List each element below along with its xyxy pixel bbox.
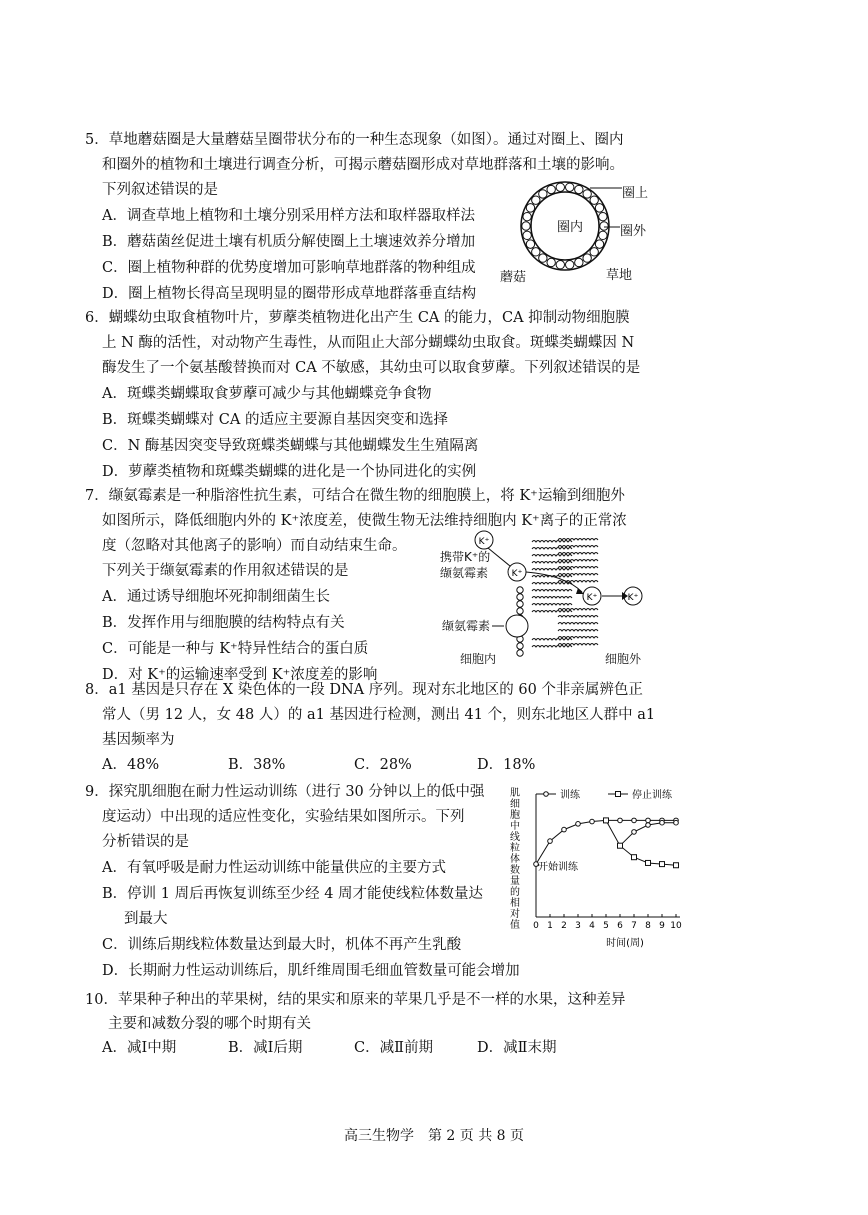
chart-x-tick-label: 10 xyxy=(670,921,682,931)
q9-option-c: C．训练后期线粒体数量达到最大时，机体不再产生乳酸 xyxy=(102,937,462,953)
q7-stem-line-4: 下列关于缬氨霉素的作用叙述错误的是 xyxy=(102,563,349,579)
mushroom-dot xyxy=(583,254,591,262)
chart-point-training xyxy=(618,818,623,823)
mushroom-dot xyxy=(526,204,534,212)
lipid-tail xyxy=(558,623,598,625)
chart-x-tick-label: 6 xyxy=(617,921,623,931)
mitochondria-line-chart xyxy=(500,782,700,952)
label-grassland: 草地 xyxy=(606,268,633,283)
label-cell-outside: 细胞外 xyxy=(605,652,642,666)
lipid-tail xyxy=(558,609,598,611)
q6-option-c: C．N 酶基因突变导致斑蝶类蝴蝶与其他蝴蝶发生生殖隔离 xyxy=(102,438,479,454)
phospholipid-head xyxy=(517,594,523,600)
lipid-tail xyxy=(558,553,598,555)
chart-x-tick-label: 5 xyxy=(603,921,609,931)
q10-option-c: C．减Ⅱ前期 xyxy=(354,1040,433,1056)
label-carrier-1: 携带K⁺的 xyxy=(440,550,491,564)
label-carrier-2: 缬氨霉素 xyxy=(440,566,489,580)
q6-stem-line-1: 6．蝴蝶幼虫取食植物叶片，萝藦类植物进化出产生 CA 的能力，CA 抑制动物细胞膜 xyxy=(85,310,630,326)
q8-option-b: B．38% xyxy=(228,757,286,773)
chart-point-training xyxy=(660,820,665,825)
chart-x-tick-label: 2 xyxy=(561,921,567,931)
mushroom-dot xyxy=(566,183,574,191)
chart-point-stopped xyxy=(604,818,609,823)
legend-training-label: 训练 xyxy=(560,790,580,801)
label-cell-inside: 细胞内 xyxy=(460,652,497,666)
q9-stem-line-3: 分析错误的是 xyxy=(102,834,189,850)
q7-stem-line-2: 如图所示，降低细胞内外的 K⁺浓度差，使微生物无法维持细胞内 K⁺离子的正常浓 xyxy=(102,513,627,529)
mushroom-dot xyxy=(590,248,598,256)
chart-point-stopped xyxy=(674,863,679,868)
chart-point-stopped xyxy=(646,860,651,865)
mushroom-dot xyxy=(523,212,531,220)
q7-option-b: B．发挥作用与细胞膜的结构特点有关 xyxy=(102,615,345,631)
chart-point-training xyxy=(562,827,567,832)
label-ring-outer: 圈外 xyxy=(620,224,647,239)
q5-option-c: C．圈上植物种群的优势度增加可影响草地群落的物种组成 xyxy=(102,260,476,276)
q9-option-d: D．长期耐力性运动训练后，肌纤维周围毛细血管数量可能会增加 xyxy=(102,963,520,979)
chart-x-tick-label: 0 xyxy=(533,921,539,931)
ion-label-1: K⁺ xyxy=(478,537,490,547)
lipid-tail xyxy=(558,539,598,541)
legend-training-marker xyxy=(544,792,549,797)
q6-option-a: A．斑蝶类蝴蝶取食萝藦可减少与其他蝴蝶竞争食物 xyxy=(102,386,432,402)
q6-stem-line-3: 酶发生了一个氨基酸替换而对 CA 不敏感，其幼虫可以取食萝藦。下列叙述错误的是 xyxy=(102,360,641,376)
ion-label-4: K⁺ xyxy=(627,593,639,603)
ion-label-3: K⁺ xyxy=(586,593,598,603)
q7-option-d: D．对 K⁺的运输速率受到 K⁺浓度差的影响 xyxy=(102,667,378,683)
chart-x-tick-label: 8 xyxy=(645,921,651,931)
ion-label-2: K⁺ xyxy=(511,569,523,579)
lipid-tail xyxy=(558,630,598,632)
lipid-tail xyxy=(558,644,598,646)
label-ring-on: 圈上 xyxy=(622,186,649,201)
lipid-tail xyxy=(558,567,598,569)
q10-option-a: A．减Ⅰ中期 xyxy=(102,1040,177,1056)
legend-stopped-marker xyxy=(616,792,621,797)
q5-option-d: D．圈上植物长得高呈现明显的圈带形成草地群落垂直结构 xyxy=(102,286,477,302)
q8-option-d: D．18% xyxy=(477,757,536,773)
chart-annotation-start: 开始训练 xyxy=(538,862,578,873)
phospholipid-head xyxy=(517,587,523,593)
chart-x-tick-label: 4 xyxy=(589,921,595,931)
mushroom-dot xyxy=(539,254,547,262)
q7-option-a: A．通过诱导细胞坏死抑制细菌生长 xyxy=(102,589,330,605)
chart-series-line xyxy=(606,820,676,865)
mushroom-dot xyxy=(523,231,531,239)
q5-stem-line-2: 和圈外的植物和土壤进行调查分析，可揭示蘑菇圈形成对草地群落和土壤的影响。 xyxy=(102,157,624,173)
q10-stem-line-1: 10．苹果种子种出的苹果树，结的果实和原来的苹果几乎是不一样的水果，这种差异 xyxy=(85,992,626,1008)
q9-option-b-cont: 到最大 xyxy=(124,911,168,927)
q8-stem-line-1: 8．a1 基因是只存在 X 染色体的一段 DNA 序列。现对东北地区的 60 个非亲属辨色正 xyxy=(85,682,643,698)
chart-x-tick-label: 7 xyxy=(631,921,637,931)
lipid-tail xyxy=(558,616,598,618)
chart-point-training xyxy=(590,819,595,824)
mushroom-dot xyxy=(547,258,555,266)
mushroom-dot xyxy=(532,248,540,256)
page-footer: 高三生物学 第 2 页 共 8 页 xyxy=(343,1128,525,1144)
label-ring-inner: 圈内 xyxy=(557,220,584,235)
mushroom-dot xyxy=(595,240,603,248)
chart-point-training xyxy=(674,820,679,825)
mushroom-dot xyxy=(575,258,583,266)
ring-label-leader-lines xyxy=(590,180,630,240)
q10-option-b: B．减Ⅰ后期 xyxy=(228,1040,303,1056)
q8-option-c: C．28% xyxy=(354,757,412,773)
legend-stopped-label: 停止训练 xyxy=(632,790,672,801)
q10-option-d: D．减Ⅱ末期 xyxy=(477,1040,557,1056)
q8-option-a: A．48% xyxy=(102,757,160,773)
chart-point-training xyxy=(548,839,553,844)
chart-point-training xyxy=(576,822,581,827)
q7-option-c: C．可能是一种与 K⁺特异性结合的蛋白质 xyxy=(102,641,369,657)
chart-point-stopped xyxy=(660,862,665,867)
chart-series-line xyxy=(536,820,676,864)
phospholipid-head xyxy=(517,650,523,656)
label-valinomycin: 缬氨霉素 xyxy=(442,619,491,633)
q5-stem-line-3: 下列叙述错误的是 xyxy=(102,182,218,198)
lipid-tail xyxy=(532,597,572,599)
q10-stem-line-2: 主要和减数分裂的哪个时期有关 xyxy=(108,1016,311,1032)
mushroom-dot xyxy=(575,185,583,193)
q6-option-b: B．斑蝶类蝴蝶对 CA 的适应主要源自基因突变和选择 xyxy=(102,412,448,428)
q9-option-b: B．停训 1 周后再恢复训练至少经 4 周才能使线粒体数量达 xyxy=(102,886,484,902)
chart-point-training xyxy=(632,830,637,835)
lipid-tail xyxy=(558,546,598,548)
chart-point-stopped xyxy=(618,843,623,848)
phospholipid-head xyxy=(517,643,523,649)
chart-x-tick-label: 1 xyxy=(547,921,553,931)
chart-y-axis-label: 肌细胞中线粒体数量的相对值 xyxy=(510,788,520,931)
lipid-tail xyxy=(558,574,598,576)
q9-stem-line-1: 9．探究肌细胞在耐力性运动训练（进行 30 分钟以上的低中强 xyxy=(85,784,485,800)
mushroom-dot xyxy=(539,190,547,198)
lipid-tail xyxy=(558,637,598,639)
q6-option-d: D．萝藦类植物和斑蝶类蝴蝶的进化是一个协同进化的实例 xyxy=(102,464,477,480)
chart-point-training xyxy=(632,818,637,823)
mushroom-dot xyxy=(547,185,555,193)
q5-option-b: B．蘑菇菌丝促进土壤有机质分解使圈上土壤速效养分增加 xyxy=(102,234,476,250)
mushroom-dot xyxy=(556,183,564,191)
chart-x-axis-label: 时间(周) xyxy=(606,938,644,949)
chart-point-stopped xyxy=(632,855,637,860)
phospholipid-head xyxy=(517,601,523,607)
label-mushroom: 蘑菇 xyxy=(500,270,527,285)
q7-stem-line-3: 度（忽略对其他离子的影响）而自动结束生命。 xyxy=(102,538,407,554)
q5-option-a: A．调查草地上植物和土壤分别采用样方法和取样器取样法 xyxy=(102,208,475,224)
mushroom-dot xyxy=(532,196,540,204)
q9-stem-line-2: 度运动）中出现的适应性变化，实验结果如图所示。下列 xyxy=(102,809,465,825)
lipid-tail xyxy=(558,560,598,562)
chart-x-tick-label: 3 xyxy=(575,921,581,931)
chart-point-training xyxy=(646,818,651,823)
q9-option-a: A．有氧呼吸是耐力性运动训练中能量供应的主要方式 xyxy=(102,860,446,876)
mushroom-dot xyxy=(522,222,530,230)
lipid-tail xyxy=(532,590,572,592)
q6-stem-line-2: 上 N 酶的活性，对动物产生毒性，从而阻止大部分蝴蝶幼虫取食。斑蝶类蝴蝶因 N xyxy=(102,335,635,351)
chart-point-training xyxy=(646,823,651,828)
q5-stem-line-1: 5．草地蘑菇圈是大量蘑菇呈圈带状分布的一种生态现象（如图）。通过对圈上、圈内 xyxy=(85,132,624,148)
q8-stem-line-2: 常人（男 12 人，女 48 人）的 a1 基因进行检测，测出 41 个，则东北地区人群中 a1 xyxy=(102,707,656,723)
mushroom-dot xyxy=(556,261,564,269)
phospholipid-head xyxy=(517,608,523,614)
mushroom-dot xyxy=(566,261,574,269)
chart-x-tick-label: 9 xyxy=(659,921,665,931)
lipid-tail xyxy=(532,604,572,606)
q7-stem-line-1: 7．缬氨霉素是一种脂溶性抗生素，可结合在微生物的细胞膜上，将 K⁺运输到细胞外 xyxy=(85,488,625,504)
q8-stem-line-3: 基因频率为 xyxy=(102,732,175,748)
mushroom-dot xyxy=(526,240,534,248)
